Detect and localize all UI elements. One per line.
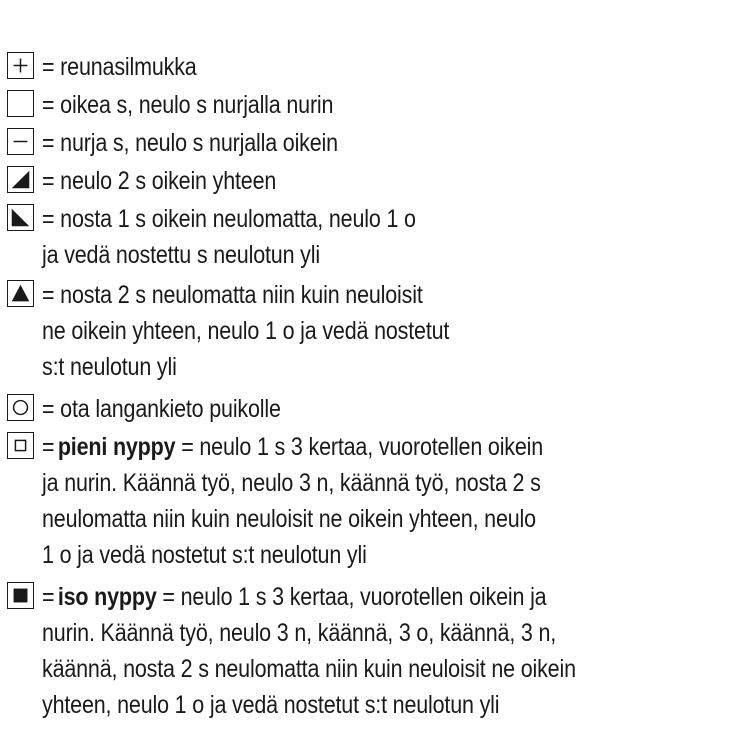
legend-text: = pieni nyppy = neulo 1 s 3 kertaa, vuorotellen oikein (42, 433, 544, 461)
filled-square-box-icon (7, 582, 34, 609)
legend-text: = iso nyppy = neulo 1 s 3 kertaa, vuorotellen oikein ja (42, 583, 547, 611)
plus-box-icon (7, 52, 34, 79)
legend-text: = nosta 2 s neulomatta niin kuin neuloisit (42, 281, 423, 309)
legend-text: = ota langankieto puikolle (42, 395, 281, 423)
bold-term: pieni nyppy (57, 433, 176, 461)
up-triangle-box-icon (7, 280, 34, 307)
legend-text: ja nurin. Käännä työ, neulo 3 n, käännä työ, nosta 2 s (42, 469, 541, 497)
legend-text: = oikea s, neulo s nurjalla nurin (42, 91, 334, 119)
legend-text: neulomatta niin kuin neuloisit ne oikein yhteen, neulo (42, 505, 536, 533)
minus-box-icon (7, 128, 34, 155)
legend-text: s:t neulotun yli (42, 353, 177, 381)
left-triangle-box-icon (7, 204, 34, 231)
bold-term: iso nyppy (57, 583, 157, 611)
legend-text-rest: = neulo 1 s 3 kertaa, vuorotellen oikein ja (156, 583, 547, 611)
legend-text: = neulo 2 s oikein yhteen (42, 167, 277, 195)
legend-text: = reunasilmukka (42, 53, 197, 81)
legend-text: nurin. Käännä työ, neulo 3 n, käännä, 3 o, käännä, 3 n, (42, 619, 557, 647)
legend-text: ja vedä nostettu s neulotun yli (42, 241, 320, 269)
legend-text: yhteen, neulo 1 o ja vedä nostetut s:t neulotun yli (42, 691, 500, 719)
legend-text: käännä, nosta 2 s neulomatta niin kuin neuloisit ne oikein (42, 655, 576, 683)
empty-box-icon (7, 90, 34, 117)
legend-text: ne oikein yhteen, neulo 1 o ja vedä nostetut (42, 317, 450, 345)
small-square-box-icon (7, 432, 34, 459)
right-triangle-box-icon (7, 166, 34, 193)
legend-text: = nosta 1 s oikein neulomatta, neulo 1 o (42, 205, 416, 233)
circle-box-icon (7, 394, 34, 421)
legend-text-rest: = neulo 1 s 3 kertaa, vuorotellen oikein (175, 433, 544, 461)
legend-text: 1 o ja vedä nostetut s:t neulotun yli (42, 541, 367, 569)
legend-text: = nurja s, neulo s nurjalla oikein (42, 129, 338, 157)
